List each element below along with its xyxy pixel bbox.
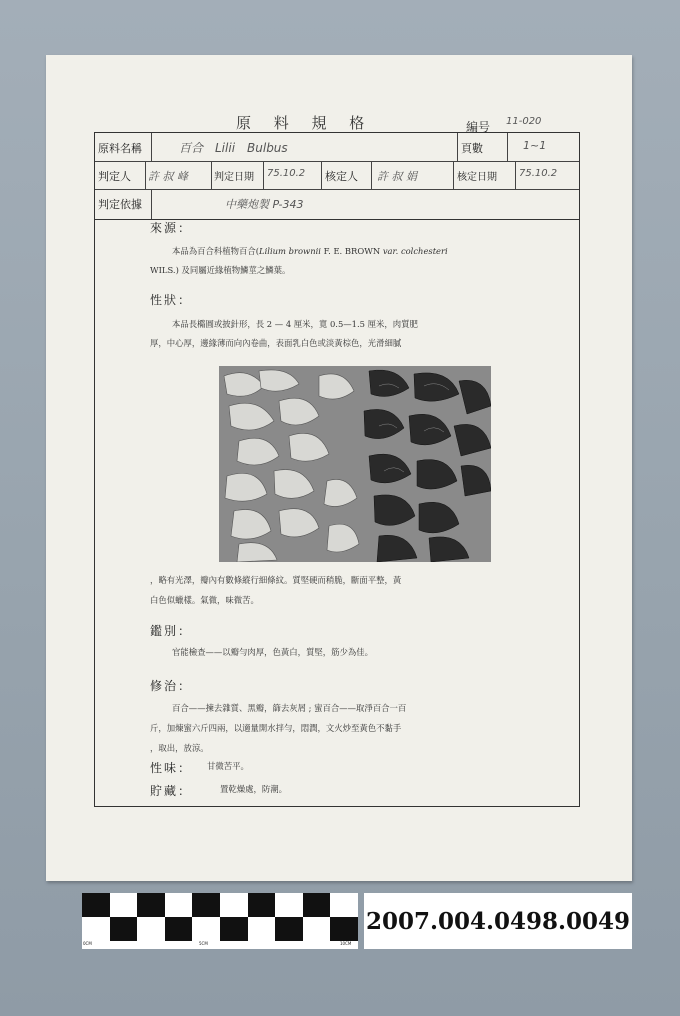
- raw-name-value: 百合 Lilii Bulbus: [179, 141, 288, 155]
- scale-label-0: 0CM: [83, 941, 92, 946]
- checker-value: 許 叔 娟: [377, 170, 417, 183]
- scale-square: [82, 893, 110, 917]
- properties-text-line-3: ，略有光澤，瓣內有數條縱行細條紋。質堅硬而稍脆，斷面平整，黃: [150, 575, 402, 585]
- pages-label: 頁數: [461, 142, 483, 155]
- storage-heading: 貯藏：: [150, 784, 193, 798]
- col-divider: [151, 133, 152, 161]
- processing-heading: 修治：: [150, 679, 193, 693]
- check-date-value: 75.10.2: [519, 168, 558, 179]
- source-heading: 來源：: [150, 221, 193, 235]
- scale-square: [137, 893, 165, 917]
- scale-square: [220, 917, 248, 941]
- checker-label: 核定人: [325, 170, 358, 183]
- col-divider: [453, 161, 454, 189]
- col-divider: [515, 161, 516, 189]
- processing-text-line-2: 斤，加煉蜜六斤四兩，以適量開水拌勻，悶潤，文火炒至黃色不黏手: [150, 723, 402, 733]
- page-title: 原 料 規 格: [236, 114, 374, 132]
- scale-square: [110, 917, 138, 941]
- processing-text-line-3: ，取出，放涼。: [150, 743, 209, 753]
- lily-bulb-scales-image: [219, 366, 491, 562]
- judge-date-value: 75.10.2: [267, 168, 306, 179]
- taste-text: 甘微苦平。: [207, 761, 249, 771]
- properties-text-line-4: 白色似蠟樣。氣微，味微苦。: [150, 595, 259, 605]
- accession-number: 2007.004.0498.0049: [364, 893, 632, 949]
- col-divider: [371, 161, 372, 189]
- scale-square: [303, 893, 331, 917]
- properties-heading: 性狀：: [150, 293, 193, 307]
- scale-square: [192, 893, 220, 917]
- scale-square: [330, 917, 358, 941]
- col-divider: [211, 161, 212, 189]
- scale-square: [275, 917, 303, 941]
- col-divider: [507, 133, 508, 161]
- check-date-label: 核定日期: [457, 172, 497, 183]
- serial-number: 11-020: [506, 116, 542, 127]
- col-divider: [145, 161, 146, 189]
- taste-heading: 性味：: [150, 761, 193, 775]
- processing-text-line-1: 百合——揀去雜質、黑瓣，篩去灰屑 ; 蜜百合——取淨百合一百: [172, 703, 407, 713]
- scale-label-10: 10CM: [340, 941, 352, 946]
- judge-value: 許 叔 峰: [148, 170, 188, 183]
- col-divider: [321, 161, 322, 189]
- storage-text: 置乾燥處，防潮。: [220, 784, 287, 794]
- row-divider: [95, 161, 579, 162]
- judge-date-label: 判定日期: [214, 172, 254, 183]
- pages-value: 1~1: [523, 139, 547, 152]
- raw-name-label: 原料名稱: [98, 142, 142, 155]
- specimen-photo: [219, 366, 491, 562]
- source-text-line-2: WILS.) 及同屬近緣植物鱗莖之鱗葉。: [150, 265, 291, 275]
- properties-text-line-2: 厚，中心厚，邊緣薄而向內卷曲，表面乳白色或淡黃棕色，光滑細膩: [150, 338, 402, 348]
- row-divider: [95, 189, 579, 190]
- basis-label: 判定依據: [98, 198, 142, 211]
- scale-bar: [82, 893, 358, 949]
- scale-label-5: 5CM: [199, 941, 208, 946]
- serial-label: 編号: [466, 120, 491, 134]
- header-table: [94, 132, 580, 220]
- col-divider: [151, 189, 152, 219]
- judge-label: 判定人: [98, 170, 131, 183]
- identification-heading: 鑑別：: [150, 624, 193, 638]
- identification-text: 官能檢查——以瓣勻肉厚，色黃白，質堅，筋少為佳。: [172, 647, 373, 657]
- basis-value: 中藥炮製 P-343: [225, 198, 304, 211]
- col-divider: [457, 133, 458, 161]
- scale-square: [248, 893, 276, 917]
- source-text-line-1: 本品為百合科植物百合(Lilium brownii F. E. BROWN var. colchesteri: [172, 246, 448, 256]
- col-divider: [263, 161, 264, 189]
- properties-text-line-1: 本品長橢圓或披針形，長 2 — 4 厘米，寬 0.5—1.5 厘米，肉質肥: [172, 319, 418, 329]
- scale-square: [165, 917, 193, 941]
